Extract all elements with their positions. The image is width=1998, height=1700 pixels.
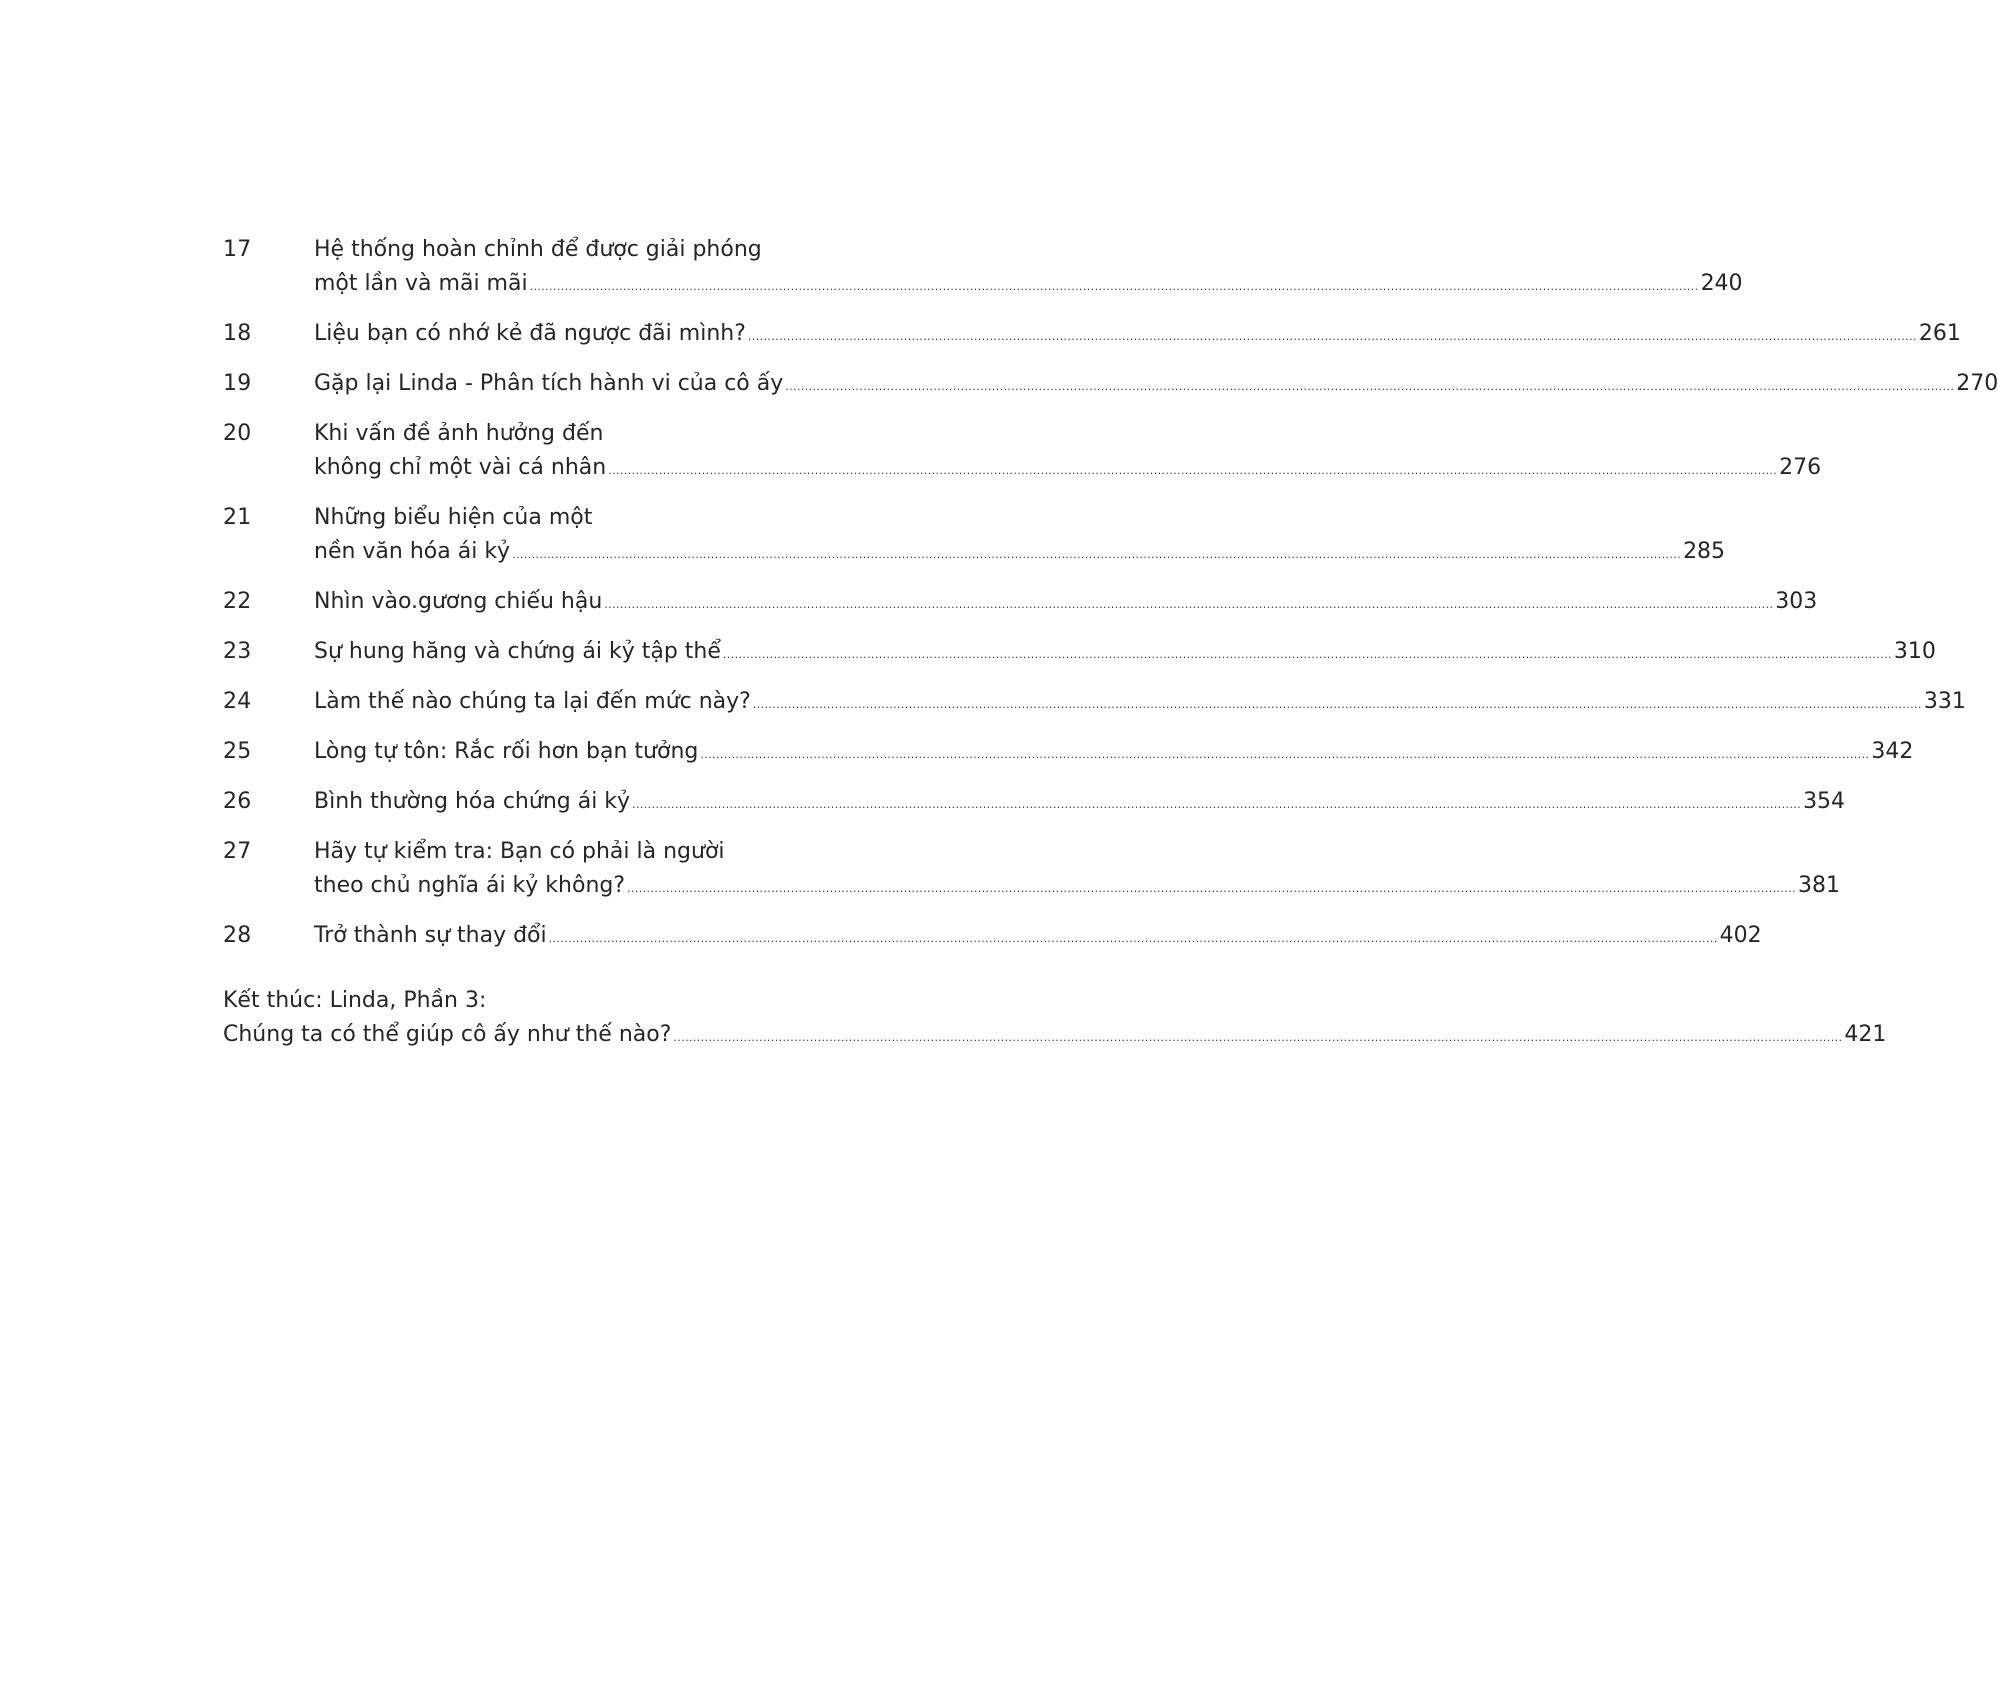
page-number: 240 — [1700, 271, 1743, 296]
page-number: 310 — [1893, 639, 1936, 664]
toc-ending-last-line — [223, 1018, 1887, 1055]
page-number: 285 — [1683, 539, 1726, 564]
chapter-last-line — [314, 367, 1998, 404]
chapter-body — [314, 685, 1966, 722]
dot-leader: ............................................................................................................................................................................................................................................................................................................ — [529, 280, 1699, 293]
toc-entry — [223, 367, 1998, 404]
chapter-last-line — [314, 919, 1762, 956]
chapter-body — [314, 417, 1822, 488]
chapter-last-line — [314, 869, 1841, 906]
chapter-title: không chỉ một vài cá nhân — [314, 455, 607, 480]
dot-leader: ............................................................................................................................................................................................................................................................................................................ — [548, 932, 1718, 945]
chapter-body — [314, 835, 1841, 906]
chapter-title: Liệu bạn có nhớ kẻ đã ngược đãi mình? — [314, 321, 746, 346]
toc-entry — [223, 919, 1762, 956]
chapter-number: 27 — [223, 839, 252, 864]
chapter-title: theo chủ nghĩa ái kỷ không? — [314, 873, 626, 898]
chapter-number: 25 — [223, 739, 252, 764]
chapter-last-line — [314, 685, 1966, 722]
chapter-last-line — [314, 785, 1846, 822]
chapter-number: 17 — [223, 237, 252, 262]
chapter-number: 24 — [223, 689, 252, 714]
toc-entry — [223, 317, 1961, 354]
chapter-title: nền văn hóa ái kỷ — [314, 539, 511, 564]
chapter-body — [314, 585, 1818, 622]
chapter-title: Trở thành sự thay đổi — [314, 923, 547, 948]
page-number: 261 — [1918, 321, 1961, 346]
chapter-body — [314, 635, 1936, 672]
toc-entry — [223, 685, 1966, 722]
page-number: 276 — [1779, 455, 1822, 480]
chapter-title: Sự hung hăng và chứng ái kỷ tập thể — [314, 639, 721, 664]
chapter-body — [314, 785, 1846, 822]
toc-entry — [223, 635, 1936, 672]
chapter-number: 20 — [223, 421, 252, 446]
chapter-title-line1: Khi vấn đề ảnh hưởng đến — [314, 421, 604, 446]
toc-ending-page-number: 421 — [1844, 1022, 1887, 1047]
dot-leader: ............................................................................................................................................................................................................................................................................................................ — [752, 698, 1922, 711]
dot-leader: ............................................................................................................................................................................................................................................................................................................ — [632, 798, 1802, 811]
chapter-number: 26 — [223, 789, 252, 814]
chapter-title: Nhìn vào.gương chiếu hậu — [314, 589, 603, 614]
chapter-last-line — [314, 735, 1914, 772]
chapter-title: Bình thường hóa chứng ái kỷ — [314, 789, 631, 814]
toc-ending-entry — [223, 984, 1887, 1055]
dot-leader: ............................................................................................................................................................................................................................................................................................................ — [722, 648, 1892, 661]
toc-entry — [223, 785, 1846, 822]
chapter-title: một lần và mãi mãi — [314, 271, 528, 296]
chapter-body — [314, 367, 1998, 404]
dot-leader: ............................................................................................................................................................................................................................................................................................................ — [604, 598, 1774, 611]
toc-ending-title-line1: Kết thúc: Linda, Phần 3: — [223, 988, 487, 1013]
page-number: 381 — [1798, 873, 1841, 898]
chapter-number: 19 — [223, 371, 252, 396]
chapter-title-line1: Hệ thống hoàn chỉnh để được giải phóng — [314, 237, 762, 262]
chapter-body — [314, 501, 1726, 572]
chapter-title-line1: Những biểu hiện của một — [314, 505, 593, 530]
toc-entries — [223, 233, 1998, 956]
dot-leader: ............................................................................................................................................................................................................................................................................................................ — [608, 464, 1778, 477]
page-number: 342 — [1871, 739, 1914, 764]
chapter-title-line1: Hãy tự kiểm tra: Bạn có phải là người — [314, 839, 725, 864]
chapter-body — [314, 317, 1961, 354]
chapter-last-line — [314, 585, 1818, 622]
chapter-last-line — [314, 535, 1726, 572]
page-number: 354 — [1803, 789, 1846, 814]
dot-leader: ............................................................................................................................................................................................................................................................................................................ — [785, 380, 1955, 393]
chapter-number: 28 — [223, 923, 252, 948]
chapter-last-line — [314, 635, 1936, 672]
toc-entry — [223, 501, 1726, 572]
chapter-body — [314, 735, 1914, 772]
toc-entry — [223, 735, 1914, 772]
dot-leader: ............................................................................................................................................................................................................................................................................................................ — [627, 882, 1797, 895]
dot-leader: ............................................................................................................................................................................................................................................................................................................ — [747, 330, 1917, 343]
chapter-last-line — [314, 317, 1961, 354]
page-number: 402 — [1719, 923, 1762, 948]
chapter-number: 21 — [223, 505, 252, 530]
dot-leader: ............................................................................................................................................................................................................................................................................................................ — [512, 548, 1682, 561]
dot-leader: ............................................................................................................................................................................................................................................................................................................ — [700, 748, 1870, 761]
chapter-title: Gặp lại Linda - Phân tích hành vi của cô ấy — [314, 371, 784, 396]
toc-entry — [223, 417, 1822, 488]
chapter-title: Làm thế nào chúng ta lại đến mức này? — [314, 689, 751, 714]
chapter-number: 18 — [223, 321, 252, 346]
table-of-contents — [223, 233, 1998, 1068]
page-number: 331 — [1923, 689, 1966, 714]
chapter-body — [314, 919, 1762, 956]
page-number: 270 — [1956, 371, 1998, 396]
toc-ending-title-line2: Chúng ta có thể giúp cô ấy như thế nào? — [223, 1022, 672, 1047]
chapter-last-line — [314, 451, 1822, 488]
page-number: 303 — [1775, 589, 1818, 614]
dot-leader: ............................................................................................................................................................................................................................................................................................................ — [673, 1031, 1843, 1044]
chapter-title: Lòng tự tôn: Rắc rối hơn bạn tưởng — [314, 739, 699, 764]
chapter-number: 22 — [223, 589, 252, 614]
toc-entry — [223, 233, 1743, 304]
chapter-number: 23 — [223, 639, 252, 664]
toc-entry — [223, 585, 1818, 622]
toc-ending-body — [223, 984, 1887, 1055]
toc-entry — [223, 835, 1841, 906]
chapter-last-line — [314, 267, 1743, 304]
chapter-body — [314, 233, 1743, 304]
